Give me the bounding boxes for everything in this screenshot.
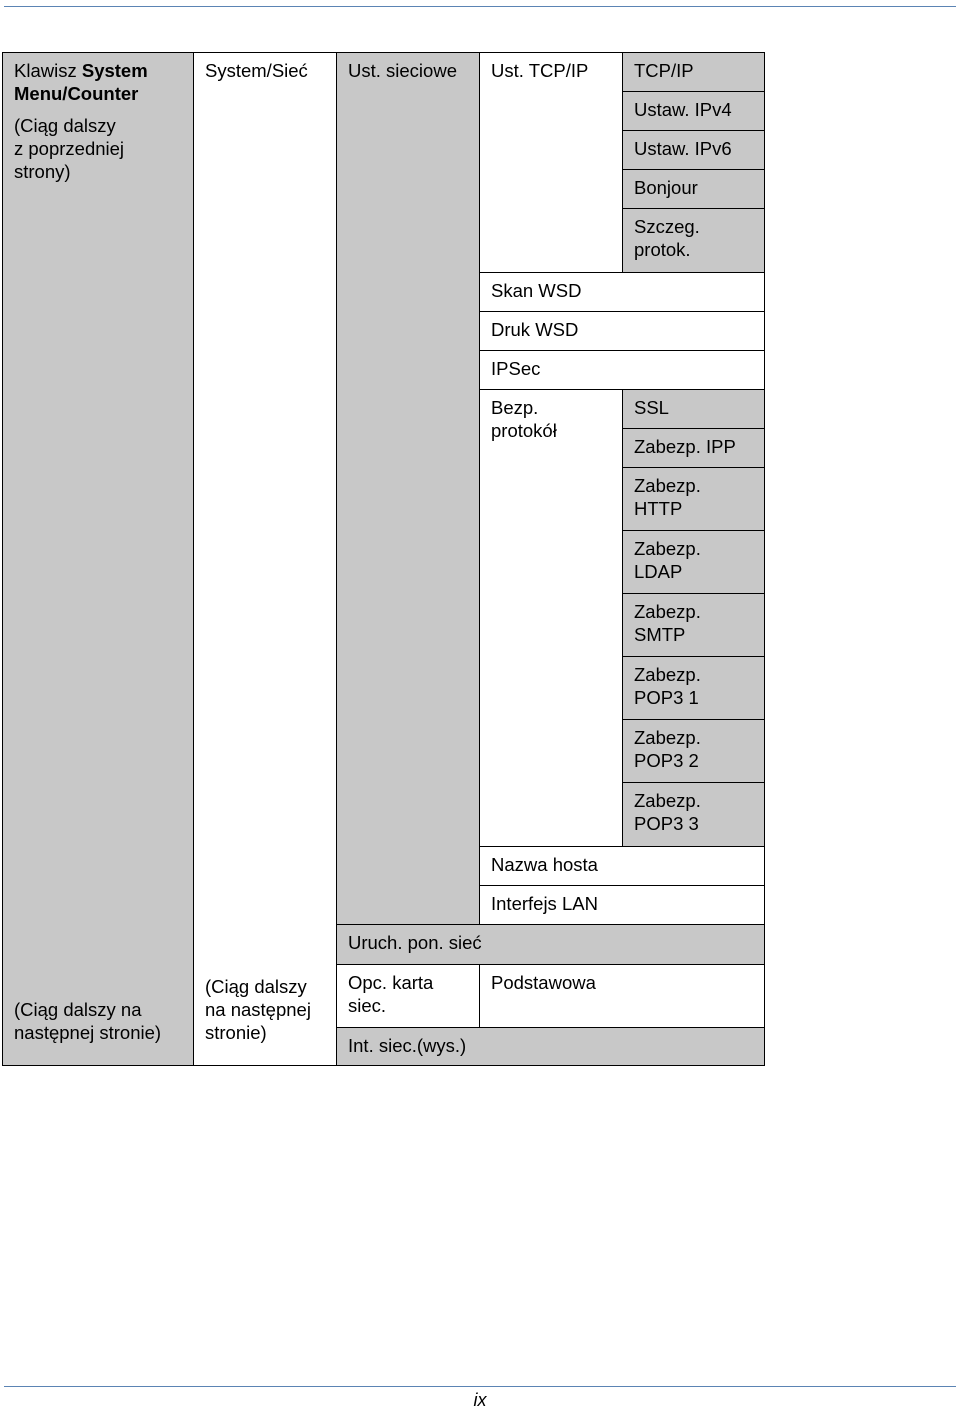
header-rule [4, 6, 956, 7]
col5-ldap-label: Zabezp. LDAP [634, 538, 701, 582]
col4-podstawowa [479, 964, 765, 1028]
col5-zabezp-smtp [622, 593, 765, 657]
col5-zabezp-ldap [622, 530, 765, 594]
col5-bonjour [622, 169, 765, 209]
page-number: ix [473, 1390, 487, 1410]
col5-szczeg-label: Szczeg. protok. [634, 216, 700, 260]
col1-prefix: Klawisz [14, 60, 82, 81]
col5-ipv6-label: Ustaw. IPv6 [634, 138, 732, 159]
col4-skan-wsd [479, 272, 765, 312]
col3-int-label: Int. siec.(wys.) [348, 1035, 467, 1056]
col5-pop3-label: Zabezp. POP3 3 [634, 790, 701, 834]
col2-title: System/Sieć [205, 60, 308, 81]
col5-tcpip-label: TCP/IP [634, 60, 694, 81]
col4-ipsec-label: IPSec [491, 358, 541, 379]
col4-bezp-label: Bezp. protokół [491, 397, 557, 441]
col5-zabezp-http [622, 467, 765, 531]
col5-ipp-label: Zabezp. IPP [634, 436, 736, 457]
col5-ipv4-label: Ustaw. IPv4 [634, 99, 732, 120]
col3-uruch-label: Uruch. pon. sieć [348, 932, 482, 953]
col1-cont-prev: (Ciąg dalszy z poprzedniej strony) [14, 115, 125, 182]
col1-system-menu [2, 52, 194, 1066]
col4-druk-label: Druk WSD [491, 319, 579, 340]
footer-rule [4, 1386, 956, 1387]
col4-lan-label: Interfejs LAN [491, 893, 598, 914]
col3-opc-label: Opc. karta siec. [348, 972, 434, 1016]
col4-interfejs-lan [479, 885, 765, 925]
col5-ssl-label: SSL [634, 397, 669, 418]
col5-bonjour-label: Bonjour [634, 177, 698, 198]
col2-cont-next: (Ciąg dalszy na następnej stronie) [205, 976, 311, 1043]
col1-cont-next: (Ciąg dalszy na następnej stronie) [14, 999, 162, 1043]
col5-zabezp-pop3-1 [622, 656, 765, 720]
col3-uruch-pon-siec [336, 924, 765, 965]
col4-skan-label: Skan WSD [491, 280, 582, 301]
col5-pop2-label: Zabezp. POP3 2 [634, 727, 701, 771]
col3-ust-sieciowe [336, 52, 480, 925]
col4-ust-tcpip [479, 52, 623, 273]
col2-system-siec [193, 52, 337, 1066]
col4-podst-label: Podstawowa [491, 972, 596, 993]
col4-druk-wsd [479, 311, 765, 351]
col5-http-label: Zabezp. HTTP [634, 475, 701, 519]
col5-ssl [622, 389, 765, 429]
col5-ustaw-ipv6 [622, 130, 765, 170]
col3-opc-karta [336, 964, 480, 1028]
col5-smtp-label: Zabezp. SMTP [634, 601, 701, 645]
col5-zabezp-pop3-3 [622, 782, 765, 847]
col4-nazwa-label: Nazwa hosta [491, 854, 598, 875]
col4-bezp-protokol [479, 389, 623, 847]
col4-ipsec [479, 350, 765, 390]
col1-bold-title: System Menu/Counter [14, 60, 148, 104]
col5-szczeg-protok [622, 208, 765, 273]
col4-tcpip-label: Ust. TCP/IP [491, 60, 589, 81]
col5-tcpip [622, 52, 765, 92]
col5-zabezp-pop3-2 [622, 719, 765, 783]
col5-zabezp-ipp [622, 428, 765, 468]
col4-nazwa-hosta [479, 846, 765, 886]
col5-pop1-label: Zabezp. POP3 1 [634, 664, 701, 708]
col3-int-siec [336, 1027, 765, 1066]
col3-title: Ust. sieciowe [348, 60, 457, 81]
col5-ustaw-ipv4 [622, 91, 765, 131]
